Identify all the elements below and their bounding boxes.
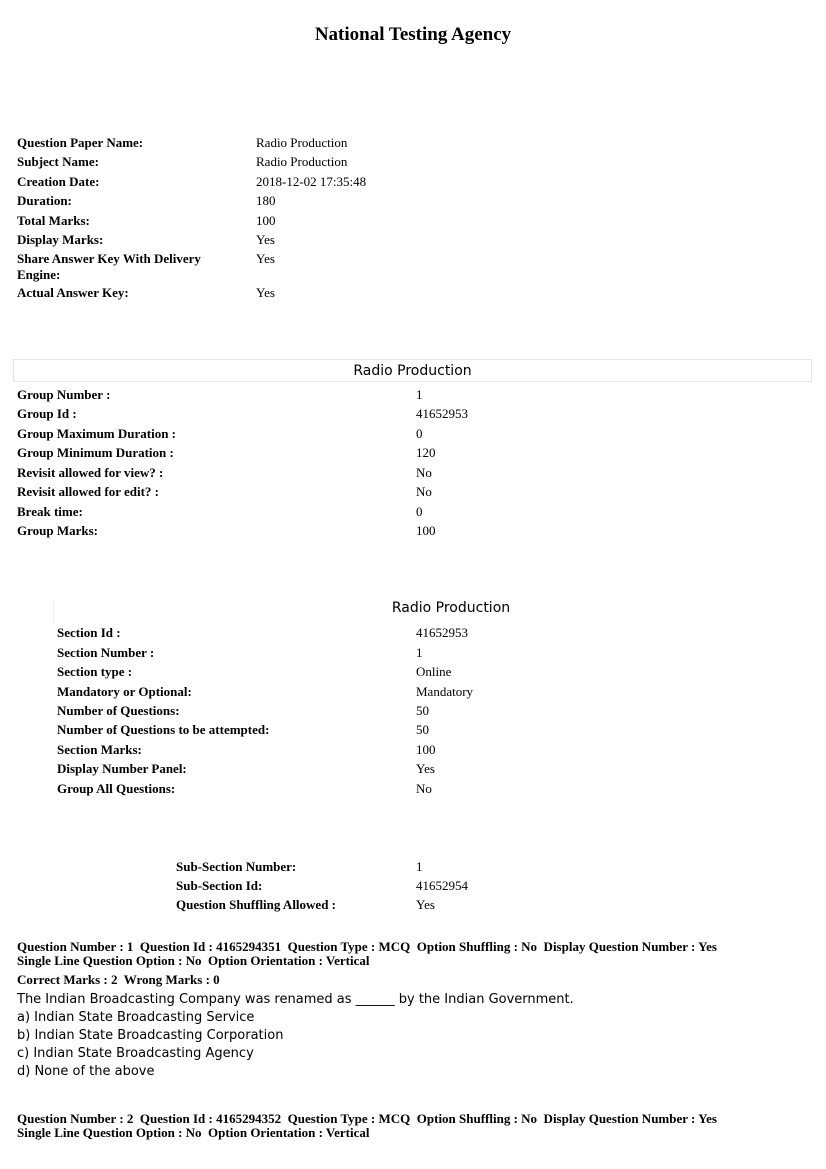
share-answer-key-value: Yes (256, 251, 275, 266)
subject-name-label: Subject Name: (17, 154, 99, 169)
questions-attempted-label: Number of Questions to be attempted: (57, 722, 270, 737)
break-time-value: 0 (416, 504, 423, 519)
group-id-value: 41652953 (416, 406, 468, 421)
revisit-edit-label: Revisit allowed for edit? : (17, 484, 160, 499)
display-number-panel-value: Yes (416, 761, 435, 776)
question-1-meta-line-2: Single Line Question Option : No Option Orientation : Vertical (17, 953, 370, 968)
question-shuffling-label: Question Shuffling Allowed : (176, 897, 337, 912)
group-id-label: Group Id : (17, 406, 77, 421)
mandatory-optional-value: Mandatory (416, 684, 474, 699)
subject-name-value: Radio Production (256, 154, 348, 169)
subsection-number-label: Sub-Section Number: (176, 859, 297, 874)
share-answer-key-label: Share Answer Key With Delivery Engine: (17, 251, 201, 282)
number-of-questions-value: 50 (416, 703, 429, 718)
question-1-option-c: c) Indian State Broadcasting Agency (17, 1046, 254, 1061)
section-number-label: Section Number : (57, 645, 155, 660)
question-1-marks: Correct Marks : 2 Wrong Marks : 0 (17, 972, 220, 987)
group-min-duration-value: 120 (416, 445, 436, 460)
section-number-value: 1 (416, 645, 423, 660)
group-marks-value: 100 (416, 523, 436, 538)
total-marks-label: Total Marks: (17, 213, 90, 228)
display-marks-value: Yes (256, 232, 275, 247)
display-marks-label: Display Marks: (17, 232, 104, 247)
section-id-value: 41652953 (416, 625, 468, 640)
question-1-option-a: a) Indian State Broadcasting Service (17, 1010, 255, 1025)
question-2-meta-line-1: Question Number : 2 Question Id : 4165294352 Question Type : MCQ Option Shuffling : No Display Question Number : Yes (17, 1111, 717, 1126)
creation-date-value: 2018-12-02 17:35:48 (256, 174, 367, 189)
question-1-meta-line-1: Question Number : 1 Question Id : 4165294351 Question Type : MCQ Option Shuffling : No Display Question Number : Yes (17, 939, 717, 954)
group-marks-label: Group Marks: (17, 523, 99, 538)
total-marks-value: 100 (256, 213, 276, 228)
group-min-duration-label: Group Minimum Duration : (17, 445, 174, 460)
revisit-view-value: No (416, 465, 432, 480)
actual-answer-key-value: Yes (256, 285, 275, 300)
section-type-value: Online (416, 664, 452, 679)
group-max-duration-label: Group Maximum Duration : (17, 426, 177, 441)
group-number-label: Group Number : (17, 387, 111, 402)
duration-value: 180 (256, 193, 276, 208)
section-marks-value: 100 (416, 742, 436, 757)
break-time-label: Break time: (17, 504, 83, 519)
revisit-edit-value: No (416, 484, 432, 499)
paper-name-value: Radio Production (256, 135, 348, 150)
section-marks-label: Section Marks: (57, 742, 142, 757)
subsection-id-label: Sub-Section Id: (176, 878, 263, 893)
question-1-option-b: b) Indian State Broadcasting Corporation (17, 1028, 284, 1043)
actual-answer-key-label: Actual Answer Key: (17, 285, 129, 300)
creation-date-label: Creation Date: (17, 174, 100, 189)
group-title-box: Radio Production (13, 359, 812, 382)
question-1-text: The Indian Broadcasting Company was renamed as ______ by the Indian Government. (17, 992, 574, 1007)
number-of-questions-label: Number of Questions: (57, 703, 180, 718)
display-number-panel-label: Display Number Panel: (57, 761, 187, 776)
group-all-questions-value: No (416, 781, 432, 796)
section-title: Radio Production (391, 600, 511, 616)
page-title: National Testing Agency (314, 24, 512, 45)
section-id-label: Section Id : (57, 625, 121, 640)
question-shuffling-value: Yes (416, 897, 435, 912)
subsection-number-value: 1 (416, 859, 423, 874)
question-2-meta-line-2: Single Line Question Option : No Option Orientation : Vertical (17, 1125, 370, 1140)
group-all-questions-label: Group All Questions: (57, 781, 176, 796)
revisit-view-label: Revisit allowed for view? : (17, 465, 164, 480)
mandatory-optional-label: Mandatory or Optional: (57, 684, 192, 699)
subsection-id-value: 41652954 (416, 878, 468, 893)
duration-label: Duration: (17, 193, 72, 208)
question-1-option-d: d) None of the above (17, 1064, 155, 1079)
group-max-duration-value: 0 (416, 426, 423, 441)
section-type-label: Section type : (57, 664, 133, 679)
paper-name-label: Question Paper Name: (17, 135, 144, 150)
questions-attempted-value: 50 (416, 722, 429, 737)
group-number-value: 1 (416, 387, 423, 402)
